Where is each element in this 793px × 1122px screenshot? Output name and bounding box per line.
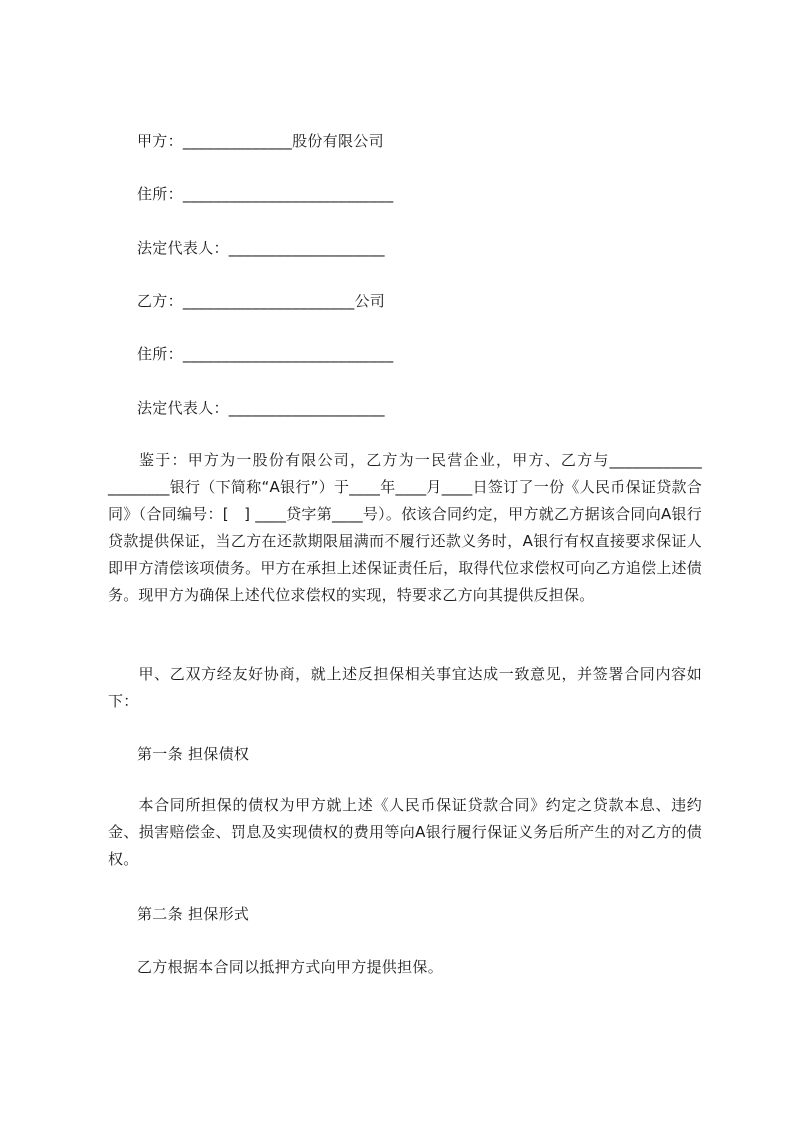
article-1-body: 本合同所担保的债权为甲方就上述《人民币保证贷款合同》约定之贷款本息、违约金、损害赔偿金、罚息及实现债权的费用等向A银行履行保证义务后所产生的对乙方的债权。: [108, 796, 702, 868]
party-a-representative: 法定代表人：____________________: [137, 239, 385, 257]
agreement-intro-text: 甲、乙双方经友好协商，就上述反担保相关事宜达成一致意见，并签署合同内容如下：: [108, 665, 702, 710]
article-1-title: 第一条 担保债权: [137, 745, 250, 763]
article-2-body: 乙方根据本合同以抵押方式向甲方提供担保。: [137, 958, 444, 976]
article-1-paragraph: [108, 792, 702, 873]
party-b-representative: 法定代表人：____________________: [137, 399, 385, 417]
party-b-name: 乙方：______________________公司: [137, 292, 386, 310]
party-a-name: 甲方：______________股份有限公司: [137, 132, 384, 150]
preamble-paragraph: [108, 447, 702, 609]
party-b-address: 住所：___________________________: [137, 345, 394, 363]
article-2-title: 第二条 担保形式: [137, 905, 250, 923]
preamble-text: 鉴于：甲方为一股份有限公司，乙方为一民营企业，甲方、乙方与____________ ________银行（下简称“A银行”）于____年____月____日签订了一份《人民币保证贷款合同》（合同编号：[ ] ____贷字第____号）。依该合同约定，甲方就乙方据该合同向A银行贷款提供保证，当乙方在还款期限届满而不履行还款义务时，A银行有权直接要求保证人即甲方清偿该项债务。甲方在承担上述保证责任后，取得代位求偿权可向乙方追偿上述债务。现甲方为确保上述代位求偿权的实现，特要求乙方向其提供反担保。: [108, 451, 702, 604]
party-a-address: 住所：___________________________: [137, 185, 394, 203]
agreement-intro-paragraph: [108, 661, 702, 715]
